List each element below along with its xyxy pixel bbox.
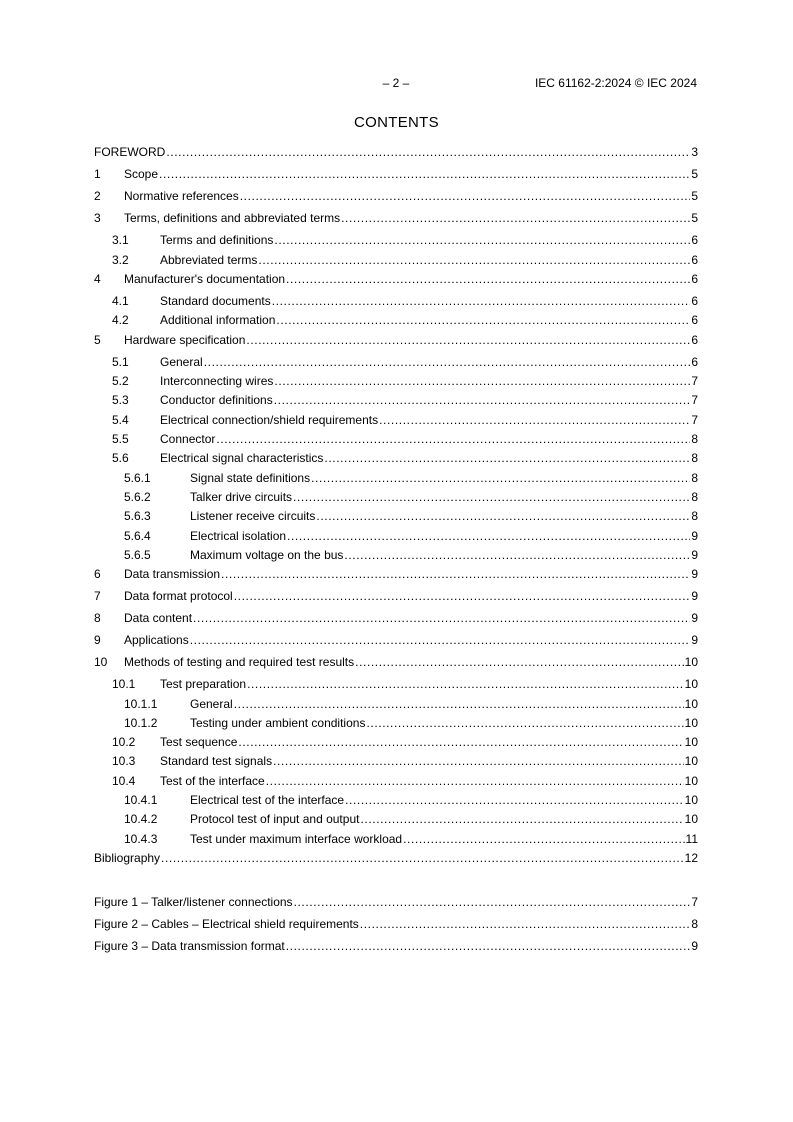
page-header (0, 76, 793, 92)
toc-entry[interactable] (94, 374, 698, 391)
dot-leader (193, 611, 690, 625)
toc-entry[interactable] (94, 589, 698, 606)
toc-entry-number: 5.2 (112, 374, 129, 388)
dot-leader (161, 851, 684, 865)
toc-entry[interactable] (94, 393, 698, 410)
toc-entry-page: 11 (685, 832, 698, 846)
dot-leader (276, 313, 690, 327)
page-number: – 2 – (382, 76, 410, 90)
toc-entry-title: Electrical signal characteristics (160, 451, 324, 465)
toc-entry[interactable] (94, 145, 698, 162)
toc-entry[interactable] (94, 754, 698, 771)
toc-entry[interactable] (94, 313, 698, 330)
dot-leader (311, 471, 690, 485)
toc-entry[interactable] (94, 471, 698, 488)
toc-entry-page: 7 (691, 895, 698, 909)
toc-entry-number: 3 (94, 211, 101, 225)
toc-entry-page: 9 (691, 611, 698, 625)
toc-entry-title: Normative references (124, 189, 239, 203)
toc-entry-title: Applications (124, 633, 189, 647)
toc-entry-title: Data transmission (124, 567, 221, 581)
toc-entry-title: Scope (124, 167, 159, 181)
figure-list-entry[interactable] (94, 895, 698, 912)
toc-entry-page: 9 (691, 633, 698, 647)
toc-entry[interactable] (94, 774, 698, 791)
toc-entry[interactable] (94, 611, 698, 628)
toc-entry-number: 10.1 (112, 677, 136, 691)
toc-entry-number: 1 (94, 167, 101, 181)
figure-list-entry[interactable] (94, 939, 698, 956)
dot-leader (366, 716, 683, 730)
toc-entry[interactable] (94, 812, 698, 829)
toc-entry-number: 5.6.5 (124, 548, 151, 562)
toc-entry[interactable] (94, 355, 698, 372)
toc-entry[interactable] (94, 294, 698, 311)
toc-entry-title: Maximum voltage on the bus (190, 548, 344, 562)
toc-entry-title: Electrical connection/shield requirements (160, 413, 379, 427)
toc-entry[interactable] (94, 432, 698, 449)
toc-entry-number: 10.1.1 (124, 697, 158, 711)
toc-entry-page: 7 (691, 393, 698, 407)
dot-leader (234, 589, 691, 603)
toc-entry-number: 5.4 (112, 413, 129, 427)
toc-entry-title: Terms and definitions (160, 233, 274, 247)
toc-entry-title: Data format protocol (124, 589, 233, 603)
toc-entry-number: 10.1.2 (124, 716, 158, 730)
toc-entry[interactable] (94, 793, 698, 810)
dot-leader (379, 413, 690, 427)
toc-entry-title: Protocol test of input and output (190, 812, 360, 826)
toc-entry-number: 9 (94, 633, 101, 647)
toc-entry-page: 6 (691, 333, 698, 347)
toc-entry-page: 6 (691, 272, 698, 286)
dot-leader (344, 548, 690, 562)
toc-entry-page: 10 (684, 793, 698, 807)
dot-leader (287, 529, 690, 543)
dot-leader (274, 393, 691, 407)
toc-entry-title: General (190, 697, 233, 711)
toc-entry[interactable] (94, 529, 698, 546)
toc-entry-number: 5.5 (112, 432, 129, 446)
dot-leader (341, 211, 690, 225)
toc-entry-title: Hardware specification (124, 333, 246, 347)
toc-entry-page: 10 (684, 774, 698, 788)
toc-entry-title: Signal state definitions (190, 471, 311, 485)
dot-leader (246, 333, 690, 347)
toc-entry-page: 12 (684, 851, 698, 865)
toc-entry-page: 6 (691, 313, 698, 327)
toc-entry-title: Bibliography (94, 851, 161, 865)
toc-entry-number: 4 (94, 272, 101, 286)
toc-entry-number: 5.3 (112, 393, 129, 407)
toc-entry-number: 10.2 (112, 735, 136, 749)
dot-leader (204, 355, 691, 369)
toc-entry-page: 10 (684, 754, 698, 768)
toc-entry-page: 8 (691, 451, 698, 465)
toc-entry-number: 10.4 (112, 774, 136, 788)
toc-entry[interactable] (94, 413, 698, 430)
toc-entry-page: 6 (691, 233, 698, 247)
dot-leader (190, 633, 691, 647)
dot-leader (294, 895, 691, 909)
toc-entry-title: Standard documents (160, 294, 271, 308)
toc-entry-number: 3.1 (112, 233, 129, 247)
toc-entry-title: Test preparation (160, 677, 247, 691)
dot-leader (166, 145, 690, 159)
toc-entry-title: Electrical isolation (190, 529, 287, 543)
toc-entry-page: 10 (684, 677, 698, 691)
toc-entry-page: 3 (691, 145, 698, 159)
toc-entry-page: 10 (684, 716, 698, 730)
toc-entry-number: 5.6.4 (124, 529, 151, 543)
toc-entry-title: Figure 2 – Cables – Electrical shield requirements (94, 917, 359, 931)
toc-entry[interactable] (94, 851, 698, 868)
toc-entry[interactable] (94, 451, 698, 468)
toc-entry[interactable] (94, 272, 698, 289)
dot-leader (355, 655, 684, 669)
toc-entry[interactable] (94, 655, 698, 672)
toc-entry[interactable] (94, 490, 698, 507)
toc-entry-number: 10.3 (112, 754, 136, 768)
toc-entry-page: 9 (691, 589, 698, 603)
toc-entry-title: Listener receive circuits (190, 509, 316, 523)
toc-entry-title: Standard test signals (160, 754, 273, 768)
toc-entry-title: Data content (124, 611, 193, 625)
toc-entry-number: 10.4.2 (124, 812, 158, 826)
dot-leader (234, 697, 684, 711)
toc-entry-page: 6 (691, 253, 698, 267)
dot-leader (293, 490, 690, 504)
toc-entry-page: 6 (691, 355, 698, 369)
toc-entry-number: 5.6.1 (124, 471, 151, 485)
toc-entry-page: 10 (684, 812, 698, 826)
toc-entry[interactable] (94, 633, 698, 650)
toc-entry[interactable] (94, 189, 698, 206)
toc-entry-title: Test under maximum interface workload (190, 832, 403, 846)
toc-entry[interactable] (94, 697, 698, 714)
toc-entry-title: Terms, definitions and abbreviated terms (124, 211, 341, 225)
toc-entry-number: 5 (94, 333, 101, 347)
page-title: CONTENTS (354, 114, 439, 131)
toc-entry-page: 6 (691, 294, 698, 308)
dot-leader (286, 939, 691, 953)
dot-leader (403, 832, 684, 846)
toc-entry-number: 4.1 (112, 294, 129, 308)
toc-entry[interactable] (94, 167, 698, 184)
dot-leader (360, 812, 683, 826)
dot-leader (273, 754, 684, 768)
toc-entry-page: 10 (684, 735, 698, 749)
toc-entry-title: Figure 3 – Data transmission format (94, 939, 285, 953)
toc-entry-title: Abbreviated terms (160, 253, 258, 267)
toc-entry-page: 8 (691, 509, 698, 523)
toc-entry-page: 8 (691, 490, 698, 504)
toc-entry-page: 8 (691, 471, 698, 485)
toc-entry[interactable] (94, 253, 698, 270)
dot-leader (345, 793, 684, 807)
toc-entry-page: 9 (691, 529, 698, 543)
toc-entry-page: 9 (691, 548, 698, 562)
toc-entry-title: Manufacturer's documentation (124, 272, 286, 286)
toc-entry-page: 8 (691, 432, 698, 446)
toc-entry-title: Methods of testing and required test results (124, 655, 355, 669)
dot-leader (316, 509, 690, 523)
toc-entry-title: General (160, 355, 203, 369)
dot-leader (274, 233, 690, 247)
toc-entry-number: 10.4.1 (124, 793, 158, 807)
dot-leader (272, 294, 691, 308)
toc-entry[interactable] (94, 567, 698, 584)
toc-entry-number: 5.1 (112, 355, 129, 369)
toc-entry[interactable] (94, 509, 698, 526)
toc-entry-number: 5.6.2 (124, 490, 151, 504)
toc-entry-number: 3.2 (112, 253, 129, 267)
toc-entry-number: 10 (94, 655, 108, 669)
toc-entry-title: Connector (160, 432, 216, 446)
toc-entry-page: 10 (684, 655, 698, 669)
toc-entry-number: 5.6 (112, 451, 129, 465)
dot-leader (360, 917, 691, 931)
dot-leader (258, 253, 690, 267)
toc-entry[interactable] (94, 548, 698, 565)
toc-entry-number: 5.6.3 (124, 509, 151, 523)
toc-entry-number: 8 (94, 611, 101, 625)
dot-leader (221, 567, 690, 581)
toc-entry-title: Electrical test of the interface (190, 793, 345, 807)
toc-entry-title: FOREWORD (94, 145, 166, 159)
toc-entry-page: 5 (691, 211, 698, 225)
dot-leader (240, 189, 691, 203)
toc-entry[interactable] (94, 832, 698, 849)
dot-leader (274, 374, 690, 388)
dot-leader (247, 677, 684, 691)
toc-entry-title: Additional information (160, 313, 276, 327)
toc-entry-page: 7 (691, 413, 698, 427)
toc-entry[interactable] (94, 211, 698, 228)
toc-entry[interactable] (94, 716, 698, 733)
toc-entry-number: 2 (94, 189, 101, 203)
toc-entry-page: 9 (691, 567, 698, 581)
toc-entry-page: 5 (691, 189, 698, 203)
dot-leader (266, 774, 684, 788)
toc-entry-title: Interconnecting wires (160, 374, 274, 388)
toc-entry[interactable] (94, 333, 698, 350)
dot-leader (238, 735, 683, 749)
dot-leader (216, 432, 690, 446)
figure-list-entry[interactable] (94, 917, 698, 934)
toc-entry-page: 5 (691, 167, 698, 181)
toc-entry[interactable] (94, 735, 698, 752)
toc-entry-number: 4.2 (112, 313, 129, 327)
toc-entry-number: 10.4.3 (124, 832, 158, 846)
dot-leader (159, 167, 690, 181)
dot-leader (324, 451, 690, 465)
toc-entry-page: 10 (684, 697, 698, 711)
toc-entry-page: 9 (691, 939, 698, 953)
toc-entry-title: Talker drive circuits (190, 490, 293, 504)
dot-leader (286, 272, 690, 286)
toc-entry-page: 7 (691, 374, 698, 388)
toc-entry-number: 7 (94, 589, 101, 603)
toc-entry-title: Test sequence (160, 735, 238, 749)
toc-entry[interactable] (94, 677, 698, 694)
toc-entry-title: Testing under ambient conditions (190, 716, 366, 730)
toc-entry-page: 8 (691, 917, 698, 931)
toc-entry[interactable] (94, 233, 698, 250)
toc-entry-number: 6 (94, 567, 101, 581)
toc-entry-title: Figure 1 – Talker/listener connections (94, 895, 293, 909)
toc-entry-title: Test of the interface (160, 774, 265, 788)
toc-entry-title: Conductor definitions (160, 393, 273, 407)
document-id: IEC 61162-2:2024 © IEC 2024 (534, 76, 697, 90)
